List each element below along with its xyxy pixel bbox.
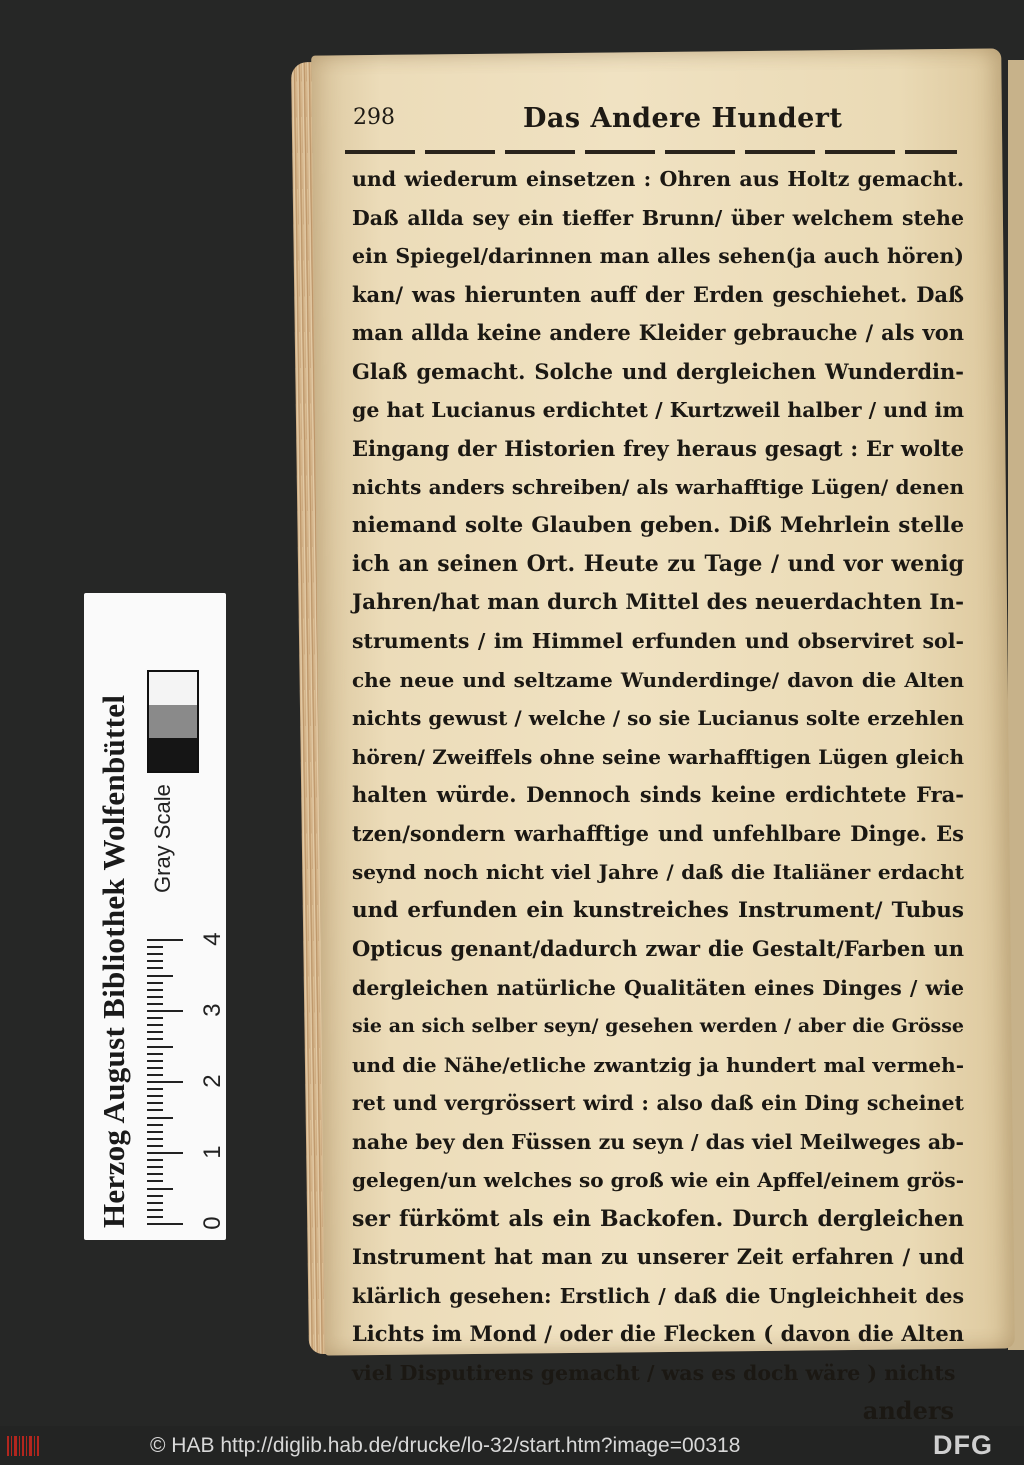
- ruler-tick: [147, 1024, 163, 1026]
- ruler-tick: [147, 1180, 163, 1182]
- text-line: halten würde. Dennoch sinds keine erdichtete Fra-: [352, 782, 964, 807]
- ruler-tick: [147, 1159, 163, 1161]
- ruler-tick: [147, 1010, 183, 1012]
- ruler-tick: [147, 1095, 163, 1097]
- ruler-scale-number: 3: [199, 1003, 226, 1017]
- text-line: man allda keine andere Kleider gebrauche / als von: [352, 320, 964, 345]
- gray-swatch: [149, 738, 197, 771]
- text-line: und die Nähe/etliche zwantzig ja hundert mal vermeh-: [352, 1052, 964, 1077]
- ruler-tick: [147, 1102, 163, 1104]
- text-line: ich an seinen Ort. Heute zu Tage / und vor wenig: [352, 551, 964, 577]
- text-line: seynd noch nicht viel Jahre / daß die Italiäner erdacht: [352, 860, 964, 884]
- ruler-tick: [147, 1003, 163, 1005]
- ruler-tick: [147, 1088, 163, 1090]
- ruler-tick: [147, 1074, 163, 1076]
- gray-scale-label: Gray Scale: [150, 784, 175, 893]
- text-line: kan/ was hierunten auff der Erden geschiehet. Daß: [352, 281, 964, 307]
- ruler-tick: [147, 939, 183, 941]
- text-line: Glaß gemacht. Solche und dergleichen Wunderdin-: [352, 358, 964, 384]
- ruler-tick: [147, 960, 163, 962]
- gray-swatch: [149, 672, 197, 705]
- text-line: hören/ Zweiffels ohne seine warhafftigen Lügen gleich: [352, 744, 964, 769]
- ruler-tick: [147, 1152, 183, 1154]
- text-line: struments / im Himmel erfunden und observiret sol-: [352, 629, 964, 653]
- ruler-tick: [147, 1124, 163, 1126]
- text-line: Eingang der Historien frey heraus gesagt : Er wolte: [352, 435, 964, 461]
- ruler-tick: [147, 1166, 163, 1168]
- ruler-tick: [147, 953, 163, 955]
- text-line: und wiederum einsetzen : Ohren aus Holtz gemacht.: [352, 167, 964, 191]
- catchword: anders: [862, 1396, 954, 1425]
- gray-swatch: [149, 705, 197, 738]
- text-line: tzen/sondern warhafftige und unfehlbare Dinge. Es: [352, 820, 964, 846]
- text-line: gelegen/un welches so groß wie ein Apffel/einem grös-: [352, 1168, 964, 1192]
- ruler-tick: [147, 989, 163, 991]
- body-text: [352, 160, 964, 1426]
- ruler-tick: [147, 1188, 173, 1190]
- text-line: ser fürkömt als ein Backofen. Durch dergleichen: [352, 1205, 964, 1232]
- text-line: klärlich gesehen: Erstlich / daß die Ungleichheit des: [352, 1283, 964, 1308]
- text-line: Lichts im Mond / oder die Flecken ( davon die Alten: [352, 1321, 964, 1346]
- header-rule: [345, 150, 957, 154]
- ruler-tick: [147, 1131, 163, 1133]
- ruler-scale-number: 4: [199, 932, 226, 946]
- text-line: und erfunden ein kunstreiches Instrument/ Tubus: [352, 897, 964, 923]
- text-line: nichts anders schreiben/ als warhafftige Lügen/ denen: [352, 475, 964, 499]
- running-head: Das Andere Hundert: [523, 103, 843, 134]
- ruler-tick: [147, 1060, 163, 1062]
- ruler-tick: [147, 1223, 183, 1225]
- dfg-logo: DFG: [933, 1430, 993, 1460]
- gray-swatches: [147, 670, 199, 773]
- text-line: Opticus genant/dadurch zwar die Gestalt/Farben un: [352, 936, 964, 961]
- ruler-tick: [147, 1173, 163, 1175]
- ruler-scale-number: 2: [199, 1074, 226, 1088]
- ruler-tick: [147, 1209, 163, 1211]
- text-line: sie an sich selber seyn/ gesehen werden / aber die Grösse: [352, 1015, 964, 1037]
- ruler-tick: [147, 1038, 163, 1040]
- text-line: nahe bey den Füssen zu seyn / das viel Meilweges ab-: [352, 1129, 964, 1154]
- ruler-tick: [147, 1053, 163, 1055]
- ruler-ticks: [147, 938, 183, 1223]
- ruler-tick: [147, 1109, 163, 1111]
- text-line: Daß allda sey ein tieffer Brunn/ über welchem stehe: [352, 205, 964, 230]
- ruler-tick: [147, 1216, 163, 1218]
- ruler-tick: [147, 1017, 163, 1019]
- text-line: ein Spiegel/darinnen man alles sehen(ja auch hören): [352, 244, 964, 268]
- text-line: niemand solte Glauben geben. Diß Mehrlein stelle: [352, 512, 964, 538]
- ruler-tick: [147, 996, 163, 998]
- ruler-tick: [147, 1195, 163, 1197]
- ruler-tick: [147, 975, 173, 977]
- text-line: Jahren/hat man durch Mittel des neuerdachten In-: [352, 589, 964, 615]
- ruler-tick: [147, 946, 163, 948]
- text-line: che neue und seltzame Wunderdinge/ davon die Alten: [352, 667, 964, 692]
- text-line: viel Disputirens gemacht / was es doch wäre ) nichts: [352, 1360, 956, 1385]
- ruler-institution-name: Herzog August Bibliothek Wolfenbüttel: [96, 694, 131, 1228]
- text-line: Instrument hat man zu unserer Zeit erfahren / und: [352, 1244, 964, 1269]
- page-header: [345, 105, 955, 147]
- ruler-tick: [147, 1117, 173, 1119]
- ruler-tick: [147, 1138, 163, 1140]
- ruler-tick: [147, 967, 163, 969]
- ruler-tick: [147, 982, 163, 984]
- ruler-tick: [147, 1031, 163, 1033]
- text-line: dergleichen natürliche Qualitäten eines Dinges / wie: [352, 975, 964, 1000]
- ruler-tick: [147, 1067, 163, 1069]
- ruler-tick: [147, 1202, 163, 1204]
- ruler-tick: [147, 1081, 183, 1083]
- barcode-icon: [6, 1434, 42, 1458]
- page-number: 298: [353, 105, 395, 130]
- ruler-scale-number: 0: [199, 1216, 226, 1230]
- ruler-tick: [147, 1046, 173, 1048]
- copyright-link[interactable]: © HAB http://diglib.hab.de/drucke/lo-32/start.htm?image=00318: [150, 1434, 741, 1457]
- ruler-tick: [147, 1145, 163, 1147]
- text-line: nichts gewust / welche / so sie Lucianus solte erzehlen: [352, 706, 964, 730]
- ruler-scale-number: 1: [199, 1145, 226, 1159]
- text-line: ret und vergrössert wird : also daß ein Ding scheinet: [352, 1091, 964, 1115]
- text-line: ge hat Lucianus erdichtet / Kurtzweil halber / und im: [352, 398, 965, 422]
